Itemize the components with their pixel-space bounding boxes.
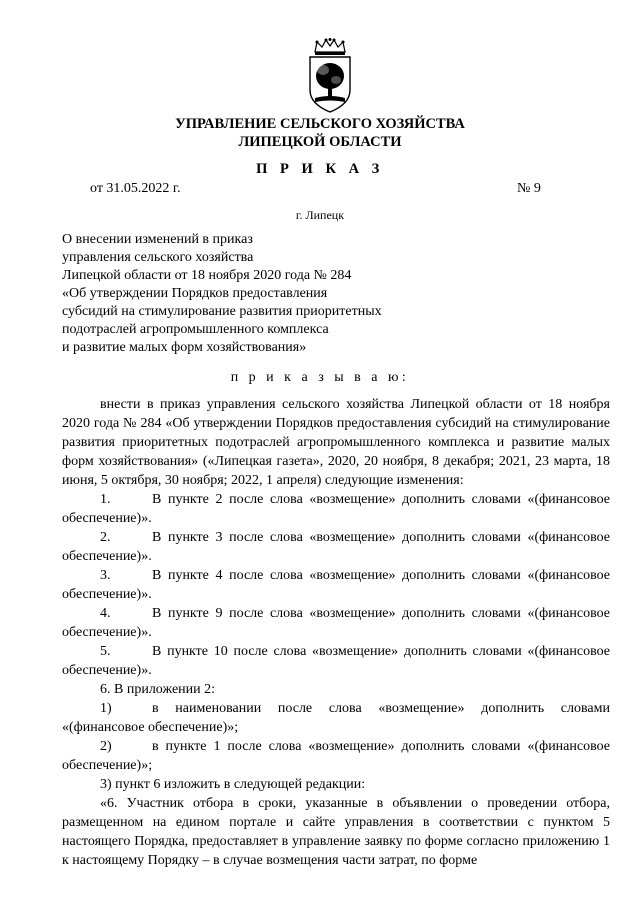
organization-name-line-2: ЛИПЕЦКОЙ ОБЛАСТИ bbox=[238, 134, 402, 150]
list-item: 3. В пункте 4 после слова «возмещение» дополнить словами «(финансовое обеспечение)». bbox=[62, 568, 610, 602]
intro-paragraph: внести в приказ управления сельского хозяйства Липецкой области от 18 ноября 2020 года № 284 «Об утверждении Порядков предоставления субсидий на стимулирование развития приоритетных подотраслей агропромышленного комплекса и развитие малых форм хозяйствования» («Липецкая газета», 2020, 20 ноября, 8 декабря; 2021, 23 марта, 18 июня, 5 октября, 30 ноября; 2022, 1 апреля) следующие изменения: bbox=[62, 397, 610, 488]
subject-line: Липецкой области от 18 ноября 2020 года № 284 bbox=[62, 268, 352, 283]
subject-line: подотраслей агропромышленного комплекса bbox=[62, 322, 329, 337]
sub-item-3: 3) пункт 6 изложить в следующей редакции: bbox=[100, 777, 366, 792]
sub-item: 2) в пункте 1 после слова «возмещение» дополнить словами «(финансовое обеспечение)»; bbox=[62, 739, 610, 773]
document-body bbox=[62, 395, 610, 870]
subject-line: «Об утверждении Порядков предоставления bbox=[62, 286, 328, 301]
document-subject bbox=[62, 231, 422, 357]
quote-paragraph: «6. Участник отбора в сроки, указанные в объявлении о проведении отбора, размещенном на едином портале и сайте управления в соответствии с пунктом 5 настоящего Порядка, предоставляет в управление заявку по форме согласно приложению 1 к настоящему Порядку – в случае возмещения части затрат, по форме bbox=[62, 796, 610, 868]
subject-line: субсидий на стимулирование развития приоритетных bbox=[62, 304, 382, 319]
sub-item: 1) в наименовании после слова «возмещение» дополнить словами «(финансовое обеспечение)»; bbox=[62, 701, 610, 735]
subject-line: и развитие малых форм хозяйствования» bbox=[62, 340, 307, 355]
document-city: г. Липецк bbox=[295, 208, 345, 222]
document-title: П Р И К А З bbox=[256, 161, 384, 177]
list-item: 5. В пункте 10 после слова «возмещение» дополнить словами «(финансовое обеспечение)». bbox=[62, 644, 610, 678]
subject-line: управления сельского хозяйства bbox=[62, 250, 254, 265]
coat-of-arms-icon bbox=[301, 38, 359, 114]
list-item: 1. В пункте 2 после слова «возмещение» дополнить словами «(финансовое обеспечение)». bbox=[62, 492, 610, 526]
organization-name-line-1: УПРАВЛЕНИЕ СЕЛЬСКОГО ХОЗЯЙСТВА bbox=[175, 116, 465, 132]
subject-line: О внесении изменений в приказ bbox=[62, 232, 253, 247]
list-item: 4. В пункте 9 после слова «возмещение» дополнить словами «(финансовое обеспечение)». bbox=[62, 606, 610, 640]
document-number: № 9 bbox=[517, 181, 541, 196]
list-item: 2. В пункте 3 после слова «возмещение» дополнить словами «(финансовое обеспечение)». bbox=[62, 530, 610, 564]
list-item-6: 6. В приложении 2: bbox=[100, 682, 216, 697]
order-word: п р и к а з ы в а ю: bbox=[230, 370, 410, 385]
document-date: от 31.05.2022 г. bbox=[90, 181, 181, 196]
